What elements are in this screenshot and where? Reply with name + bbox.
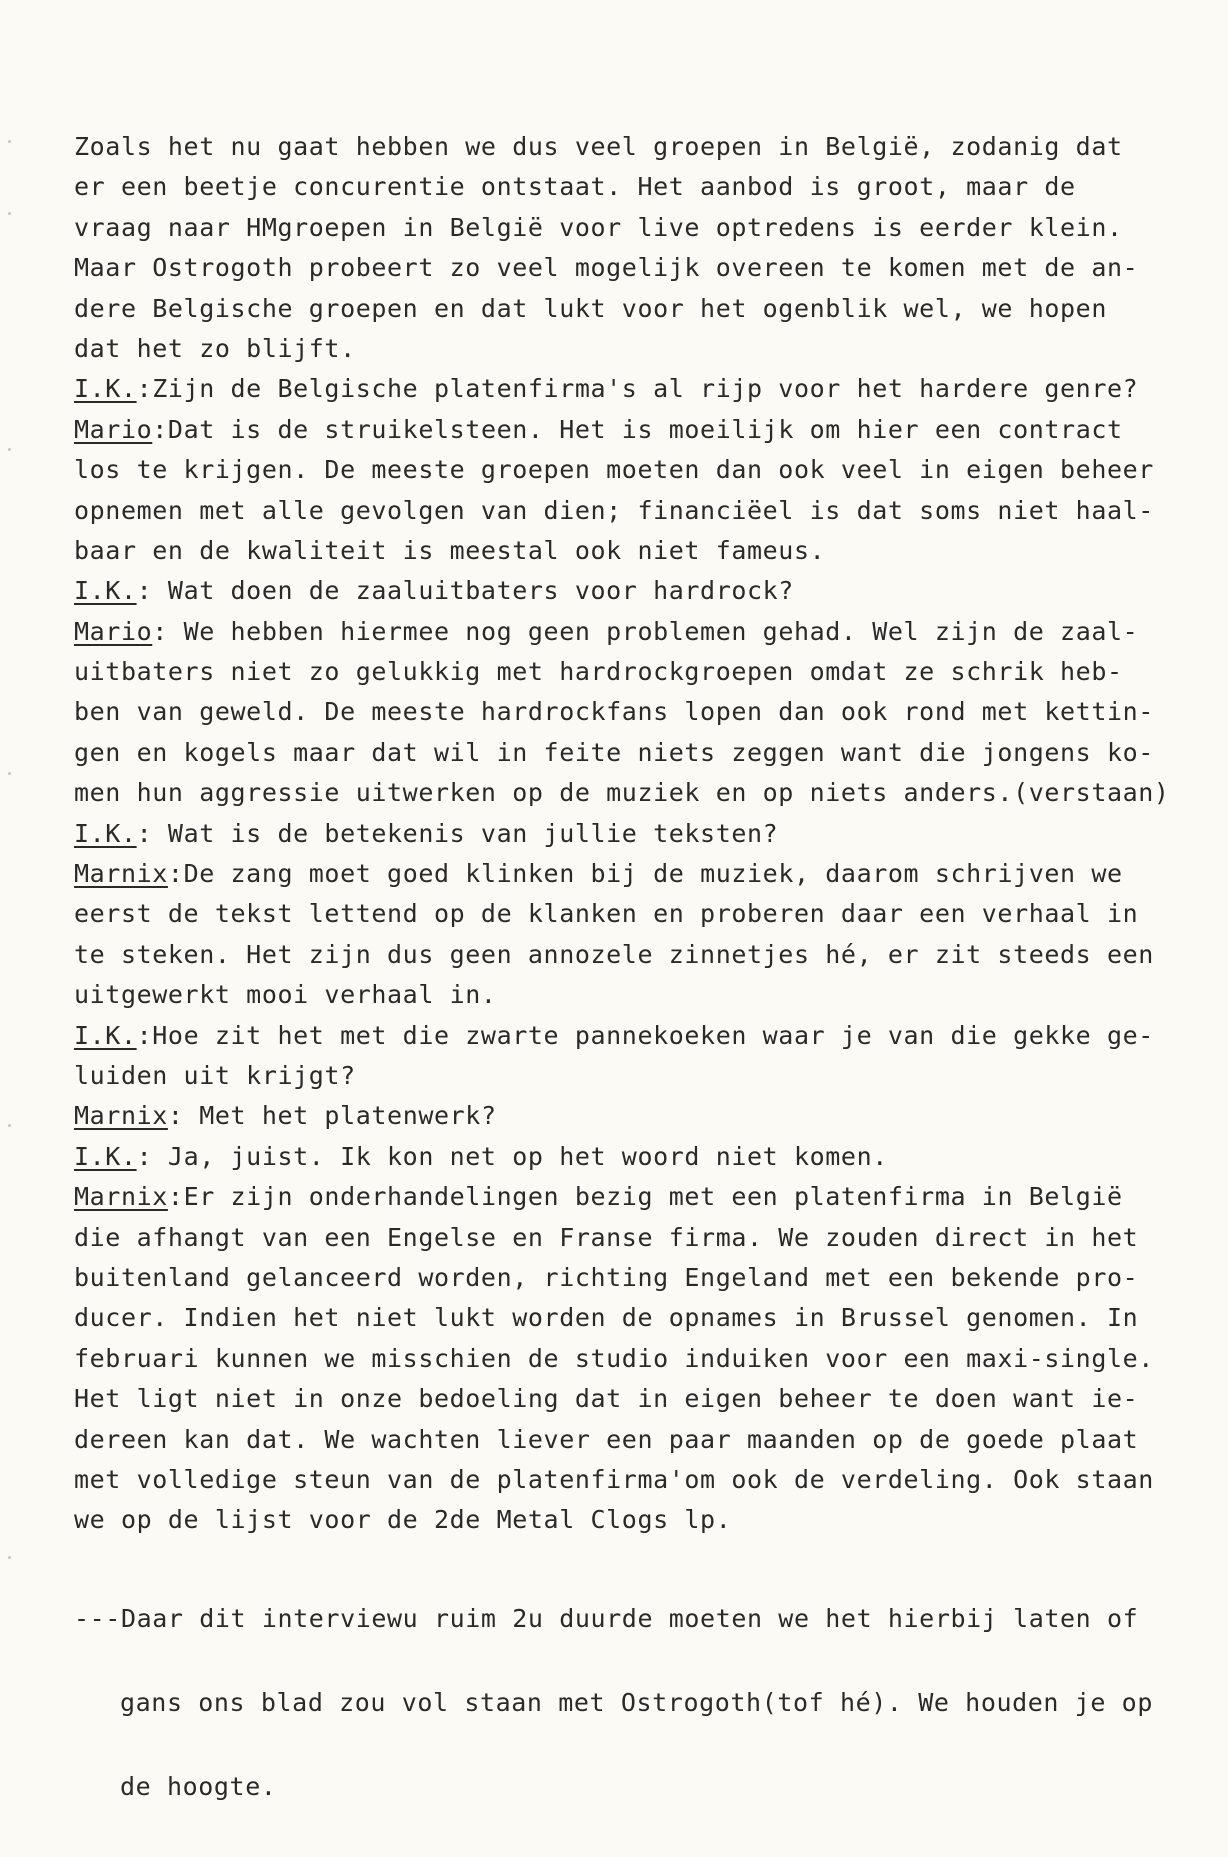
text-line — [74, 167, 1154, 207]
text-line — [74, 491, 1154, 531]
speaker-label: Marnix — [74, 859, 168, 889]
closing-note-line: ---Daar dit interviewu ruim 2u duurde moeten we het hierbij laten of — [74, 1604, 1139, 1633]
line-text: ben van geweld. De meeste hardrockfans lopen dan ook rond met kettin- — [74, 697, 1154, 727]
text-line — [74, 127, 1154, 167]
line-text: :Dat is de struikelsteen. Het is moeilijk om hier een contract — [152, 414, 1123, 444]
closing-note — [74, 1549, 1154, 1857]
line-text: uitgewerkt mooi verhaal in. — [74, 980, 497, 1010]
text-line — [74, 1258, 1154, 1298]
text-line — [74, 975, 1154, 1015]
speaker-label: I.K. — [74, 576, 137, 606]
line-text: baar en de kwaliteit is meestal ook niet fameus. — [74, 535, 826, 565]
line-text: die afhangt van een Engelse en Franse firma. We zouden direct in het — [74, 1222, 1139, 1252]
margin-speck — [8, 140, 11, 143]
text-line — [74, 1298, 1154, 1338]
line-text: : Met het platenwerk? — [167, 1101, 497, 1131]
margin-speck — [8, 772, 11, 775]
text-line — [74, 1218, 1154, 1258]
line-text: uitbaters niet zo gelukkig met hardrockgroepen omdat ze schrik heb- — [74, 657, 1123, 687]
speaker-label: I.K. — [74, 374, 137, 404]
text-line — [74, 612, 1154, 652]
text-line — [74, 369, 1154, 409]
line-text: los te krijgen. De meeste groepen moeten dan ook veel in eigen beheer — [74, 455, 1154, 485]
speaker-label: I.K. — [74, 1020, 137, 1050]
text-line — [74, 450, 1154, 490]
speaker-label: I.K. — [74, 818, 137, 848]
text-line — [74, 1379, 1154, 1419]
text-line — [74, 935, 1154, 975]
margin-speck — [8, 1124, 11, 1127]
text-line — [74, 894, 1154, 934]
line-text: februari kunnen we misschien de studio induiken voor een maxi-single. — [74, 1343, 1154, 1373]
speaker-label: Mario — [74, 616, 153, 646]
line-text: Maar Ostrogoth probeert zo veel mogelijk overeen te komen met de an- — [74, 253, 1139, 283]
closing-note-line: gans ons blad zou vol staan met Ostrogoth(tof hé). We houden je op — [120, 1688, 1153, 1717]
text-line — [74, 248, 1154, 288]
interview-text — [74, 127, 1170, 1541]
line-text: :Hoe zit het met die zwarte pannekoeken waar je van die gekke ge- — [136, 1020, 1154, 1050]
text-line — [74, 410, 1154, 450]
line-text: gen en kogels maar dat wil in feite niets zeggen want die jongens ko- — [74, 737, 1154, 767]
line-text: eerst de tekst lettend op de klanken en proberen daar een verhaal in — [74, 899, 1139, 929]
margin-speck — [8, 1556, 11, 1559]
line-text: dereen kan dat. We wachten liever een paar maanden op de goede plaat — [74, 1424, 1139, 1454]
text-line — [74, 531, 1154, 571]
text-line — [74, 773, 1170, 813]
line-text: :Zijn de Belgische platenfirma's al rijp voor het hardere genre? — [136, 374, 1139, 404]
line-text: : We hebben hiermee nog geen problemen gehad. Wel zijn de zaal- — [152, 616, 1139, 646]
line-text: :De zang moet goed klinken bij de muziek, daarom schrijven we — [167, 859, 1123, 889]
text-line — [74, 329, 1154, 369]
line-text: dat het zo blijft. — [74, 333, 356, 363]
line-text: opnemen met alle gevolgen van dien; financiëel is dat soms niet haal- — [74, 495, 1154, 525]
margin-speck — [8, 212, 11, 215]
line-text: buitenland gelanceerd worden, richting Engeland met een bekende pro- — [74, 1262, 1139, 1292]
line-text: vraag naar HMgroepen in België voor live optredens is eerder klein. — [74, 212, 1123, 242]
text-line — [74, 1500, 1154, 1540]
line-text: ducer. Indien het niet lukt worden de opnames in Brussel genomen. In — [74, 1303, 1139, 1333]
text-line — [74, 1056, 1154, 1096]
line-text: er een beetje concurentie ontstaat. Het aanbod is groot, maar de — [74, 172, 1076, 202]
speaker-label: Marnix — [74, 1182, 168, 1212]
text-line — [74, 571, 1154, 611]
text-line — [74, 1177, 1154, 1217]
text-line — [74, 854, 1154, 894]
speaker-label: Mario — [74, 414, 153, 444]
margin-speck — [8, 448, 11, 451]
text-line — [74, 1137, 1154, 1177]
text-line — [74, 289, 1154, 329]
line-text: men hun aggressie uitwerken op de muziek en op niets anders.(verstaan) — [74, 778, 1170, 808]
speaker-label: Marnix — [74, 1101, 168, 1131]
text-line — [74, 1420, 1154, 1460]
line-text: : Ja, juist. Ik kon net op het woord niet komen. — [136, 1141, 888, 1171]
line-text: Zoals het nu gaat hebben we dus veel groepen in België, zodanig dat — [74, 132, 1123, 161]
line-text: met volledige steun van de platenfirma'om ook de verdeling. Ook staan — [74, 1464, 1154, 1494]
text-line — [74, 733, 1154, 773]
line-text: : Wat is de betekenis van jullie teksten? — [136, 818, 779, 848]
line-text: we op de lijst voor de 2de Metal Clogs lp. — [74, 1505, 732, 1535]
text-line — [74, 1339, 1154, 1379]
text-line — [74, 652, 1154, 692]
line-text: :Er zijn onderhandelingen bezig met een platenfirma in België — [167, 1182, 1123, 1212]
line-text: : Wat doen de zaaluitbaters voor hardrock? — [136, 576, 794, 606]
text-line — [74, 208, 1154, 248]
text-line — [74, 1096, 1154, 1136]
text-line — [74, 1016, 1154, 1056]
speaker-label: I.K. — [74, 1141, 137, 1171]
line-text: te steken. Het zijn dus geen annozele zinnetjes hé, er zit steeds een — [74, 939, 1154, 969]
line-text: Het ligt niet in onze bedoeling dat in eigen beheer te doen want ie- — [74, 1384, 1139, 1414]
text-line — [74, 692, 1154, 732]
line-text: luiden uit krijgt? — [74, 1060, 356, 1090]
closing-note-line: de hoogte. — [120, 1772, 277, 1801]
text-line — [74, 1460, 1154, 1500]
line-text: dere Belgische groepen en dat lukt voor het ogenblik wel, we hopen — [74, 293, 1107, 323]
text-line — [74, 814, 1154, 854]
